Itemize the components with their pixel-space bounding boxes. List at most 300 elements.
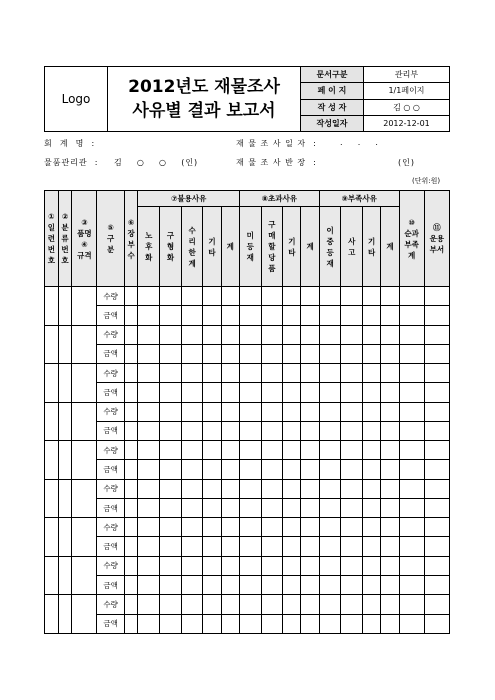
input-cell[interactable] [341, 498, 363, 517]
input-cell[interactable] [424, 595, 449, 614]
input-cell[interactable] [283, 421, 301, 440]
input-cell[interactable] [138, 575, 160, 594]
input-cell[interactable] [283, 498, 301, 517]
input-cell[interactable] [424, 575, 449, 594]
input-cell[interactable] [341, 595, 363, 614]
input-cell[interactable] [283, 460, 301, 479]
input-cell[interactable] [283, 614, 301, 633]
input-cell[interactable] [58, 518, 72, 557]
input-cell[interactable] [160, 402, 182, 421]
input-cell[interactable] [221, 344, 239, 363]
input-cell[interactable] [261, 479, 283, 498]
input-cell[interactable] [203, 498, 221, 517]
input-cell[interactable] [319, 364, 341, 383]
input-cell[interactable] [45, 402, 59, 441]
input-cell[interactable] [363, 460, 381, 479]
input-cell[interactable] [160, 383, 182, 402]
input-cell[interactable] [221, 498, 239, 517]
input-cell[interactable] [58, 402, 72, 441]
input-cell[interactable] [203, 421, 221, 440]
input-cell[interactable] [363, 306, 381, 325]
input-cell[interactable] [181, 556, 203, 575]
input-cell[interactable] [58, 287, 72, 326]
input-cell[interactable] [341, 614, 363, 633]
input-cell[interactable] [181, 595, 203, 614]
input-cell[interactable] [181, 421, 203, 440]
input-cell[interactable] [424, 402, 449, 421]
input-cell[interactable] [381, 479, 399, 498]
input-cell[interactable] [341, 383, 363, 402]
input-cell[interactable] [181, 460, 203, 479]
input-cell[interactable] [239, 498, 261, 517]
input-cell[interactable] [221, 479, 239, 498]
input-cell[interactable] [58, 556, 72, 595]
input-cell[interactable] [203, 383, 221, 402]
input-cell[interactable] [424, 614, 449, 633]
input-cell[interactable] [221, 383, 239, 402]
input-cell[interactable] [424, 441, 449, 460]
input-cell[interactable] [399, 479, 424, 498]
input-cell[interactable] [381, 383, 399, 402]
input-cell[interactable] [399, 575, 424, 594]
input-cell[interactable] [399, 441, 424, 460]
input-cell[interactable] [341, 344, 363, 363]
input-cell[interactable] [341, 364, 363, 383]
input-cell[interactable] [283, 595, 301, 614]
input-cell[interactable] [363, 287, 381, 306]
input-cell[interactable] [124, 595, 138, 614]
input-cell[interactable] [261, 518, 283, 537]
input-cell[interactable] [160, 575, 182, 594]
input-cell[interactable] [138, 460, 160, 479]
input-cell[interactable] [363, 479, 381, 498]
input-cell[interactable] [301, 364, 319, 383]
input-cell[interactable] [341, 402, 363, 421]
input-cell[interactable] [424, 287, 449, 306]
input-cell[interactable] [283, 344, 301, 363]
input-cell[interactable] [124, 441, 138, 460]
input-cell[interactable] [261, 325, 283, 344]
input-cell[interactable] [160, 306, 182, 325]
input-cell[interactable] [181, 344, 203, 363]
input-cell[interactable] [283, 325, 301, 344]
input-cell[interactable] [124, 498, 138, 517]
input-cell[interactable] [138, 344, 160, 363]
input-cell[interactable] [424, 383, 449, 402]
input-cell[interactable] [124, 518, 138, 537]
input-cell[interactable] [319, 441, 341, 460]
input-cell[interactable] [319, 498, 341, 517]
input-cell[interactable] [58, 595, 72, 634]
input-cell[interactable] [221, 518, 239, 537]
input-cell[interactable] [424, 306, 449, 325]
input-cell[interactable] [399, 518, 424, 537]
input-cell[interactable] [221, 556, 239, 575]
input-cell[interactable] [319, 421, 341, 440]
input-cell[interactable] [381, 364, 399, 383]
input-cell[interactable] [363, 595, 381, 614]
input-cell[interactable] [319, 614, 341, 633]
input-cell[interactable] [45, 518, 59, 557]
input-cell[interactable] [181, 518, 203, 537]
input-cell[interactable] [319, 383, 341, 402]
input-cell[interactable] [283, 306, 301, 325]
input-cell[interactable] [221, 325, 239, 344]
input-cell[interactable] [45, 287, 59, 326]
input-cell[interactable] [203, 575, 221, 594]
input-cell[interactable] [58, 479, 72, 518]
input-cell[interactable] [301, 402, 319, 421]
input-cell[interactable] [72, 364, 97, 403]
input-cell[interactable] [261, 287, 283, 306]
input-cell[interactable] [72, 441, 97, 480]
input-cell[interactable] [301, 595, 319, 614]
input-cell[interactable] [138, 498, 160, 517]
input-cell[interactable] [261, 306, 283, 325]
input-cell[interactable] [261, 421, 283, 440]
input-cell[interactable] [181, 441, 203, 460]
input-cell[interactable] [399, 614, 424, 633]
input-cell[interactable] [239, 460, 261, 479]
input-cell[interactable] [181, 287, 203, 306]
input-cell[interactable] [399, 344, 424, 363]
input-cell[interactable] [203, 556, 221, 575]
input-cell[interactable] [341, 441, 363, 460]
input-cell[interactable] [239, 325, 261, 344]
input-cell[interactable] [261, 344, 283, 363]
input-cell[interactable] [319, 479, 341, 498]
input-cell[interactable] [239, 614, 261, 633]
input-cell[interactable] [138, 287, 160, 306]
input-cell[interactable] [301, 518, 319, 537]
input-cell[interactable] [399, 498, 424, 517]
input-cell[interactable] [283, 479, 301, 498]
input-cell[interactable] [283, 575, 301, 594]
input-cell[interactable] [221, 421, 239, 440]
input-cell[interactable] [239, 344, 261, 363]
input-cell[interactable] [424, 556, 449, 575]
input-cell[interactable] [124, 344, 138, 363]
input-cell[interactable] [203, 595, 221, 614]
input-cell[interactable] [181, 575, 203, 594]
input-cell[interactable] [181, 614, 203, 633]
input-cell[interactable] [283, 518, 301, 537]
input-cell[interactable] [319, 325, 341, 344]
input-cell[interactable] [399, 306, 424, 325]
input-cell[interactable] [301, 498, 319, 517]
input-cell[interactable] [239, 518, 261, 537]
input-cell[interactable] [138, 556, 160, 575]
input-cell[interactable] [138, 441, 160, 460]
input-cell[interactable] [363, 402, 381, 421]
input-cell[interactable] [239, 479, 261, 498]
input-cell[interactable] [399, 537, 424, 556]
input-cell[interactable] [203, 325, 221, 344]
input-cell[interactable] [124, 479, 138, 498]
input-cell[interactable] [301, 537, 319, 556]
input-cell[interactable] [381, 344, 399, 363]
input-cell[interactable] [301, 614, 319, 633]
input-cell[interactable] [203, 287, 221, 306]
input-cell[interactable] [203, 518, 221, 537]
input-cell[interactable] [221, 287, 239, 306]
input-cell[interactable] [203, 344, 221, 363]
input-cell[interactable] [124, 575, 138, 594]
input-cell[interactable] [203, 537, 221, 556]
input-cell[interactable] [363, 364, 381, 383]
input-cell[interactable] [160, 325, 182, 344]
input-cell[interactable] [301, 556, 319, 575]
input-cell[interactable] [381, 595, 399, 614]
input-cell[interactable] [363, 441, 381, 460]
input-cell[interactable] [160, 441, 182, 460]
input-cell[interactable] [381, 441, 399, 460]
input-cell[interactable] [341, 518, 363, 537]
input-cell[interactable] [399, 595, 424, 614]
input-cell[interactable] [221, 364, 239, 383]
input-cell[interactable] [138, 325, 160, 344]
input-cell[interactable] [160, 595, 182, 614]
input-cell[interactable] [399, 364, 424, 383]
input-cell[interactable] [399, 421, 424, 440]
input-cell[interactable] [221, 441, 239, 460]
input-cell[interactable] [261, 556, 283, 575]
input-cell[interactable] [381, 614, 399, 633]
input-cell[interactable] [261, 441, 283, 460]
input-cell[interactable] [319, 344, 341, 363]
input-cell[interactable] [138, 595, 160, 614]
input-cell[interactable] [239, 595, 261, 614]
input-cell[interactable] [181, 306, 203, 325]
input-cell[interactable] [399, 460, 424, 479]
input-cell[interactable] [72, 402, 97, 441]
input-cell[interactable] [181, 383, 203, 402]
input-cell[interactable] [363, 518, 381, 537]
input-cell[interactable] [319, 306, 341, 325]
input-cell[interactable] [124, 306, 138, 325]
input-cell[interactable] [160, 460, 182, 479]
input-cell[interactable] [239, 383, 261, 402]
input-cell[interactable] [138, 383, 160, 402]
input-cell[interactable] [124, 364, 138, 383]
input-cell[interactable] [301, 287, 319, 306]
input-cell[interactable] [221, 306, 239, 325]
input-cell[interactable] [45, 325, 59, 364]
input-cell[interactable] [221, 614, 239, 633]
input-cell[interactable] [58, 325, 72, 364]
input-cell[interactable] [399, 402, 424, 421]
input-cell[interactable] [138, 306, 160, 325]
input-cell[interactable] [301, 325, 319, 344]
input-cell[interactable] [261, 614, 283, 633]
input-cell[interactable] [424, 364, 449, 383]
input-cell[interactable] [363, 498, 381, 517]
input-cell[interactable] [341, 325, 363, 344]
input-cell[interactable] [45, 595, 59, 634]
input-cell[interactable] [381, 325, 399, 344]
input-cell[interactable] [58, 441, 72, 480]
input-cell[interactable] [283, 402, 301, 421]
input-cell[interactable] [283, 556, 301, 575]
input-cell[interactable] [319, 460, 341, 479]
input-cell[interactable] [72, 325, 97, 364]
input-cell[interactable] [319, 575, 341, 594]
input-cell[interactable] [203, 364, 221, 383]
input-cell[interactable] [124, 383, 138, 402]
input-cell[interactable] [363, 575, 381, 594]
input-cell[interactable] [138, 518, 160, 537]
input-cell[interactable] [399, 325, 424, 344]
input-cell[interactable] [160, 498, 182, 517]
input-cell[interactable] [341, 575, 363, 594]
input-cell[interactable] [319, 402, 341, 421]
input-cell[interactable] [363, 383, 381, 402]
input-cell[interactable] [160, 537, 182, 556]
input-cell[interactable] [239, 441, 261, 460]
input-cell[interactable] [283, 537, 301, 556]
input-cell[interactable] [239, 575, 261, 594]
input-cell[interactable] [381, 498, 399, 517]
input-cell[interactable] [301, 575, 319, 594]
input-cell[interactable] [341, 306, 363, 325]
input-cell[interactable] [181, 498, 203, 517]
input-cell[interactable] [160, 344, 182, 363]
input-cell[interactable] [160, 518, 182, 537]
input-cell[interactable] [181, 537, 203, 556]
input-cell[interactable] [319, 537, 341, 556]
input-cell[interactable] [261, 537, 283, 556]
input-cell[interactable] [160, 614, 182, 633]
input-cell[interactable] [283, 364, 301, 383]
input-cell[interactable] [319, 595, 341, 614]
input-cell[interactable] [181, 402, 203, 421]
input-cell[interactable] [424, 325, 449, 344]
input-cell[interactable] [319, 287, 341, 306]
input-cell[interactable] [45, 364, 59, 403]
input-cell[interactable] [124, 421, 138, 440]
input-cell[interactable] [261, 460, 283, 479]
input-cell[interactable] [239, 364, 261, 383]
input-cell[interactable] [363, 556, 381, 575]
input-cell[interactable] [424, 537, 449, 556]
input-cell[interactable] [341, 537, 363, 556]
input-cell[interactable] [138, 402, 160, 421]
input-cell[interactable] [381, 537, 399, 556]
input-cell[interactable] [45, 479, 59, 518]
input-cell[interactable] [160, 287, 182, 306]
input-cell[interactable] [72, 479, 97, 518]
input-cell[interactable] [381, 421, 399, 440]
input-cell[interactable] [72, 556, 97, 595]
input-cell[interactable] [239, 402, 261, 421]
input-cell[interactable] [424, 344, 449, 363]
input-cell[interactable] [341, 479, 363, 498]
input-cell[interactable] [319, 518, 341, 537]
input-cell[interactable] [203, 614, 221, 633]
input-cell[interactable] [181, 364, 203, 383]
input-cell[interactable] [239, 556, 261, 575]
input-cell[interactable] [424, 460, 449, 479]
input-cell[interactable] [72, 518, 97, 557]
input-cell[interactable] [283, 441, 301, 460]
input-cell[interactable] [239, 287, 261, 306]
input-cell[interactable] [203, 441, 221, 460]
input-cell[interactable] [301, 306, 319, 325]
input-cell[interactable] [261, 498, 283, 517]
input-cell[interactable] [221, 575, 239, 594]
input-cell[interactable] [124, 614, 138, 633]
input-cell[interactable] [138, 421, 160, 440]
input-cell[interactable] [45, 441, 59, 480]
input-cell[interactable] [381, 402, 399, 421]
input-cell[interactable] [381, 306, 399, 325]
input-cell[interactable] [261, 383, 283, 402]
input-cell[interactable] [239, 421, 261, 440]
input-cell[interactable] [363, 344, 381, 363]
input-cell[interactable] [381, 460, 399, 479]
input-cell[interactable] [138, 479, 160, 498]
input-cell[interactable] [301, 421, 319, 440]
input-cell[interactable] [124, 402, 138, 421]
input-cell[interactable] [124, 556, 138, 575]
input-cell[interactable] [363, 537, 381, 556]
input-cell[interactable] [341, 460, 363, 479]
input-cell[interactable] [203, 479, 221, 498]
input-cell[interactable] [381, 556, 399, 575]
input-cell[interactable] [72, 595, 97, 634]
input-cell[interactable] [319, 556, 341, 575]
input-cell[interactable] [301, 441, 319, 460]
input-cell[interactable] [261, 402, 283, 421]
input-cell[interactable] [341, 421, 363, 440]
input-cell[interactable] [424, 518, 449, 537]
input-cell[interactable] [381, 287, 399, 306]
input-cell[interactable] [203, 402, 221, 421]
input-cell[interactable] [301, 383, 319, 402]
input-cell[interactable] [58, 364, 72, 403]
input-cell[interactable] [160, 421, 182, 440]
input-cell[interactable] [301, 479, 319, 498]
input-cell[interactable] [261, 595, 283, 614]
input-cell[interactable] [124, 460, 138, 479]
input-cell[interactable] [72, 287, 97, 326]
input-cell[interactable] [160, 556, 182, 575]
input-cell[interactable] [221, 537, 239, 556]
input-cell[interactable] [45, 556, 59, 595]
input-cell[interactable] [301, 344, 319, 363]
input-cell[interactable] [160, 479, 182, 498]
input-cell[interactable] [124, 287, 138, 306]
input-cell[interactable] [124, 325, 138, 344]
input-cell[interactable] [363, 325, 381, 344]
input-cell[interactable] [181, 479, 203, 498]
input-cell[interactable] [424, 421, 449, 440]
input-cell[interactable] [341, 287, 363, 306]
input-cell[interactable] [221, 402, 239, 421]
input-cell[interactable] [381, 575, 399, 594]
input-cell[interactable] [160, 364, 182, 383]
input-cell[interactable] [239, 537, 261, 556]
input-cell[interactable] [203, 460, 221, 479]
input-cell[interactable] [301, 460, 319, 479]
input-cell[interactable] [239, 306, 261, 325]
input-cell[interactable] [424, 479, 449, 498]
input-cell[interactable] [203, 306, 221, 325]
input-cell[interactable] [261, 364, 283, 383]
input-cell[interactable] [221, 460, 239, 479]
input-cell[interactable] [124, 537, 138, 556]
input-cell[interactable] [283, 287, 301, 306]
